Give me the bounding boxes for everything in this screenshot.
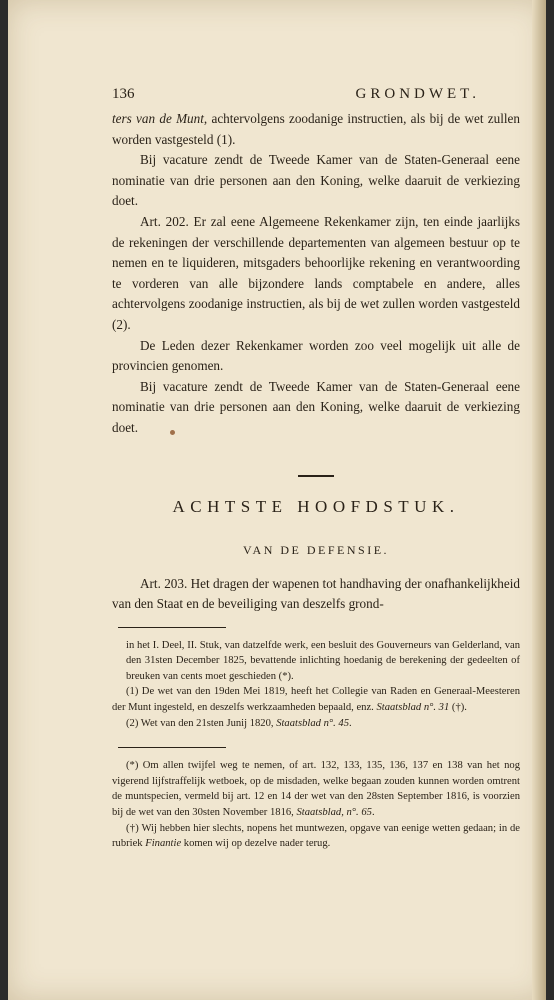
chapter-divider (298, 475, 334, 477)
section-title: VAN DE DEFENSIE. (242, 542, 390, 557)
running-title: GRONDWET. (355, 86, 480, 102)
paragraph-2: Bij vacature zendt de Tweede Kamer van de Staten-Generaal eene nominatie van drie personen aan den Koning, welke daaruit de verkiezing doet. (112, 152, 520, 209)
footnote-star-end: . (371, 807, 375, 819)
page-number: 136 (112, 86, 135, 102)
paragraph-1 (112, 109, 520, 150)
paragraph-art-203: Art. 203. Het dragen der wapenen tot handhaving der onafhankelijkheid van den Staat en de beveiliging van deszelfs grond- (112, 575, 520, 612)
footnote-2-italic: Staatsblad n°. 45 (276, 717, 349, 729)
page-edge (532, 0, 546, 1000)
footnote-2-end: . (349, 717, 352, 729)
footnote-continuation: in het I. Deel, II. Stuk, van datzelfde werk, een besluit des Gouverneurs van Gelderland, van den 31sten December 1825, bevattende inlichting hoedanig de berekening der gedeelten of breuken van cents moet geschieden (*). (126, 639, 520, 682)
footnote-dagger-text: (†) Wij hebben hier slechts, nopens het muntwezen, opgave van eenige wetten gedaan; in de rubriek (112, 822, 520, 850)
footnote-star-italic: Staatsblad, n°. 65 (296, 807, 372, 819)
page-content (112, 86, 520, 852)
chapter-title: ACHTSTE HOOFDSTUK. (172, 496, 460, 516)
footnote-star (112, 758, 520, 820)
footnote-1-text: (1) De wet van den 19den Mei 1819, heeft het Collegie van Raden en Generaal-Meesteren der Munt ingesteld, en deszelfs werkzaamheden bepaald, enz. (112, 686, 520, 714)
footnote-divider (118, 627, 226, 628)
footnote-dagger-italic: Finantie (145, 838, 182, 850)
article-203 (112, 574, 520, 615)
paragraph-5: Bij vacature zendt de Tweede Kamer van de Staten-Generaal eene nominatie van drie personen aan den Koning, welke daaruit de verkiezing doet. (112, 378, 520, 435)
paragraph-1-text: , achtervolgens zoodanige instructien, als bij de wet zullen worden vastgesteld (1). (112, 111, 520, 147)
footnote-star-text: (*) Om allen twijfel weg te nemen, of art. 132, 133, 135, 136, 137 en 138 van het nog vigerend lijfstraffelijk wetboek, op de misdaden, welke begaan zouden kunnen worden omtrent de muntspecien, vermeld bij art. 12 en 14 der wet van den 28sten September 1816, is voorzien bij de wet van den 30sten November 1816, (112, 760, 520, 819)
footnote-2 (112, 716, 520, 732)
main-text (112, 109, 520, 439)
footnote-1-end: (†). (449, 702, 467, 714)
footnote-dagger-end: komen wij op dezelve nader terug. (181, 838, 331, 850)
footnote-2-text: (2) Wet van den 21sten Junij 1820, (126, 717, 277, 729)
paragraph-4: De Leden dezer Rekenkamer worden zoo veel mogelijk uit alle de provincien genomen. (112, 337, 520, 374)
footnote-dagger (112, 821, 520, 852)
footnote-1-italic: Staatsblad n°. 31 (376, 702, 450, 714)
footnote-divider-2 (118, 747, 226, 748)
running-header (112, 86, 520, 103)
book-page (8, 0, 546, 1000)
footnotes-2 (112, 758, 520, 852)
footnote-1 (112, 684, 520, 715)
footnotes-1 (112, 638, 520, 732)
paragraph-1-italic: ters van de Munt (112, 111, 204, 126)
paragraph-art-202: Art. 202. Er zal eene Algemeene Rekenkamer zijn, ten einde jaarlijks de rekeningen der verschillende departementen van algemeen bestuur op te nemen en te liquideren, mitsgaders behoorlijke rekening en verantwoording te vorderen van alle bijzondere lands comptabele en andere, alles achtervolgens zoodanige instructien, als bij de wet zullen worden vastgesteld (2). (112, 213, 520, 332)
